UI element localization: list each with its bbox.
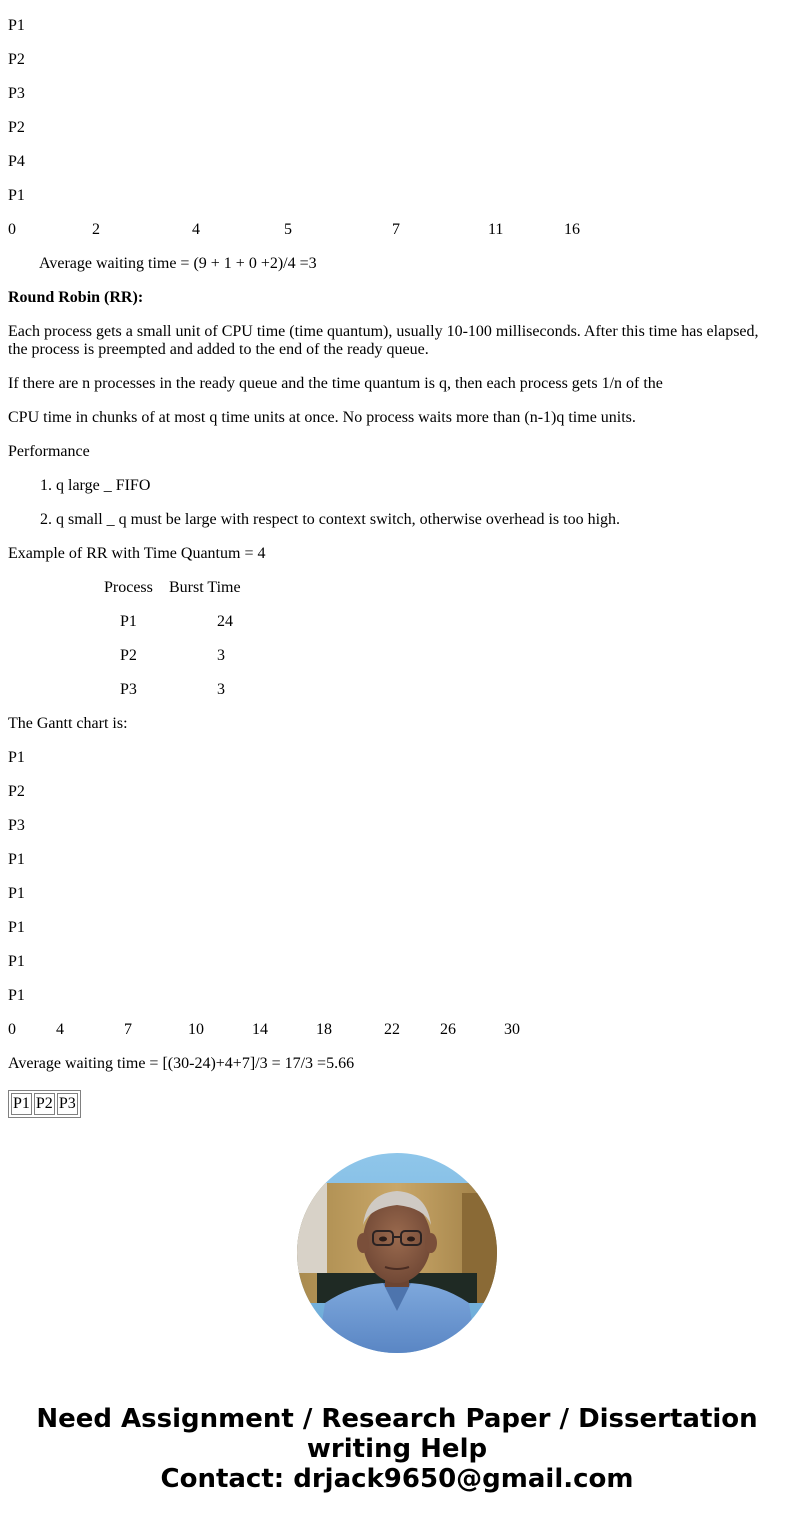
rr-paragraph-1: Each process gets a small unit of CPU time (time quantum), usually 10-100 milliseconds. After this time has elapsed, the process is preempted and added to the end of the ready queue. [8,323,759,358]
performance-heading: Performance [8,443,90,460]
gantt2-tick: 26 [440,1021,456,1038]
gantt2-tick: 0 [8,1021,16,1038]
gantt2-row: P1 [8,885,25,902]
gantt1-row: P1 [8,17,25,34]
gantt1-row: P4 [8,153,25,170]
process-table-cell: P2 [120,647,137,664]
portrait-image [297,1153,497,1353]
performance-item: 2. q small _ q must be large with respect to context switch, otherwise overhead is too high. [40,511,621,528]
gantt2-tick: 14 [252,1021,268,1038]
process-table-cell: 3 [217,647,225,664]
gantt1-tick: 4 [192,221,200,238]
footer-contact-email[interactable]: Contact: drjack9650@gmail.com [160,1464,634,1494]
process-table-header: Process [104,579,153,596]
gantt2-tick: 22 [384,1021,400,1038]
gantt2-tick: 10 [188,1021,204,1038]
gantt2-intro: The Gantt chart is: [8,715,128,732]
gantt2-row: P2 [8,783,25,800]
rr-paragraph-2: If there are n processes in the ready queue and the time quantum is q, then each process gets 1/n of the [8,375,663,392]
rr-average: Average waiting time = [(30-24)+4+7]/3 = 17/3 =5.66 [8,1055,355,1072]
gantt2-tick: 30 [504,1021,520,1038]
gantt2-tick: 18 [316,1021,332,1038]
gantt1-tick: 11 [488,221,504,238]
performance-item: 1. q large _ FIFO [40,477,151,494]
mini-gantt-cell: P2 [34,1093,55,1115]
process-table-header: Burst Time [169,579,241,596]
gantt1-tick: 5 [284,221,292,238]
gantt2-tick: 7 [124,1021,132,1038]
mini-gantt-table [8,1090,81,1118]
gantt1-tick: 0 [8,221,16,238]
gantt2-row: P1 [8,953,25,970]
gantt1-tick: 16 [564,221,580,238]
process-table-cell: 3 [217,681,225,698]
gantt2-row: P1 [8,851,25,868]
gantt1-row: P3 [8,85,25,102]
process-table-cell: P1 [120,613,137,630]
gantt2-tick: 4 [56,1021,64,1038]
gantt1-tick: 2 [92,221,100,238]
gantt1-average: Average waiting time = (9 + 1 + 0 +2)/4 =3 [39,255,317,272]
gantt2-row: P1 [8,749,25,766]
author-photo [297,1153,497,1353]
process-table-cell: 24 [217,613,233,630]
process-table-cell: P3 [120,681,137,698]
gantt2-row: P1 [8,919,25,936]
footer-line: Need Assignment / Research Paper / Dissertation [36,1404,758,1434]
gantt1-row: P2 [8,119,25,136]
footer-line: writing Help [306,1434,488,1464]
gantt2-row: P3 [8,817,25,834]
gantt1-row: P2 [8,51,25,68]
rr-heading: Round Robin (RR): [8,289,144,306]
rr-paragraph-3: CPU time in chunks of at most q time units at once. No process waits more than (n-1)q time units. [8,409,636,426]
mini-gantt-cell: P1 [11,1093,32,1115]
rr-example-heading: Example of RR with Time Quantum = 4 [8,545,266,562]
mini-gantt-cell: P3 [57,1093,78,1115]
gantt2-row: P1 [8,987,25,1004]
gantt1-tick: 7 [392,221,400,238]
footer-contact [0,1404,794,1494]
gantt1-row: P1 [8,187,25,204]
